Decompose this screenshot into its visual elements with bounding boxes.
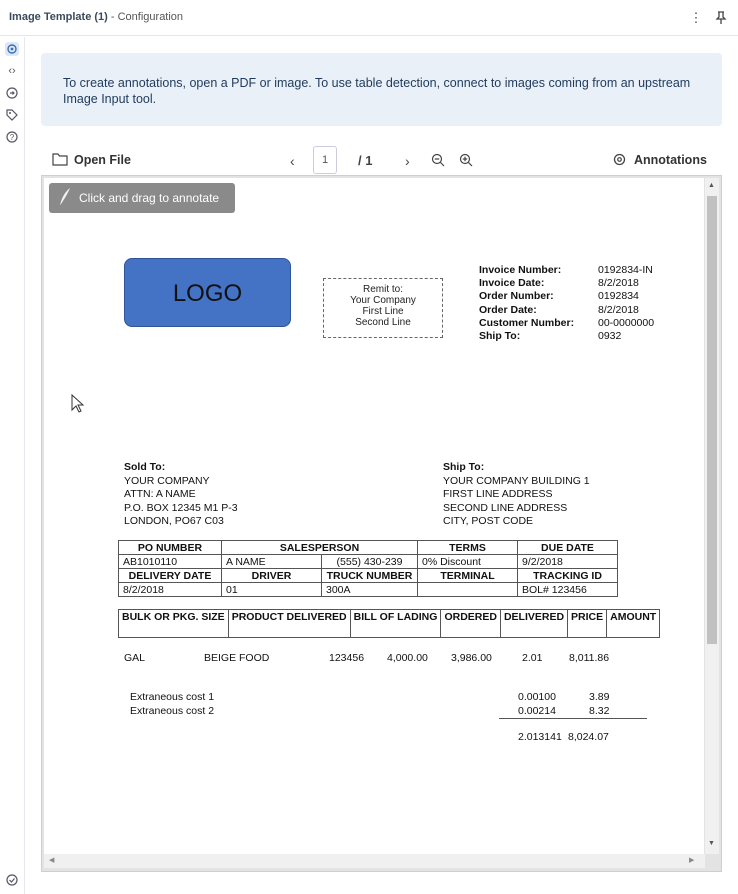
vertical-scrollbar[interactable] xyxy=(705,178,719,854)
table-header: PRODUCT DELIVERED xyxy=(228,610,350,638)
table-header: DELIVERED xyxy=(500,610,567,638)
cursor-icon xyxy=(71,394,85,414)
open-file-button[interactable]: Open File xyxy=(74,153,131,167)
window-subtitle: - Configuration xyxy=(110,11,184,23)
zoom-out-icon[interactable] xyxy=(431,153,445,167)
invoice-page[interactable] xyxy=(44,178,704,854)
document-viewer[interactable] xyxy=(41,175,722,872)
table-header: DRIVER xyxy=(222,569,322,583)
kebab-icon[interactable]: ⋮ xyxy=(689,10,703,25)
viewer-toolbar xyxy=(41,146,722,174)
sold-to-block xyxy=(124,461,238,529)
table-row xyxy=(119,555,618,569)
total-divider xyxy=(499,718,647,719)
left-sidebar xyxy=(0,37,25,894)
table-header: TERMINAL xyxy=(418,569,518,583)
title-bar xyxy=(0,0,738,36)
remit-line: First Line xyxy=(362,306,404,317)
scroll-up-icon[interactable]: ▲ xyxy=(708,182,715,189)
table-cell: BOL# 123456 xyxy=(518,583,618,597)
product-amount: 8,011.86 xyxy=(569,652,610,664)
product-lading: 123456 xyxy=(329,652,365,664)
field-label: Order Date: xyxy=(479,303,537,316)
product-size: GAL xyxy=(124,652,146,664)
address-line: YOUR COMPANY BUILDING 1 xyxy=(443,474,590,487)
annotate-hint xyxy=(49,183,235,213)
page-number-input[interactable]: 1 xyxy=(313,146,337,174)
invoice-values xyxy=(598,264,654,343)
invoice-fields xyxy=(479,264,574,343)
extra-cost-amount: 3.89 xyxy=(589,691,610,703)
table-cell: 01 xyxy=(222,583,322,597)
field-value: 0192834 xyxy=(598,290,639,303)
table-row xyxy=(119,569,618,583)
table-header: TERMS xyxy=(418,541,518,555)
table-header: DUE DATE xyxy=(518,541,618,555)
logo-block: LOGO xyxy=(124,258,291,327)
remit-line: Second Line xyxy=(355,317,411,328)
table-header: TRACKING ID xyxy=(518,569,618,583)
remit-box xyxy=(323,278,443,338)
field-label: Invoice Date: xyxy=(479,277,545,290)
extra-cost-rate: 0.00100 xyxy=(518,691,556,703)
order-table xyxy=(118,540,618,597)
svg-text:?: ? xyxy=(9,133,15,142)
extra-cost-label: Extraneous cost 1 xyxy=(130,691,215,703)
sold-to-label: Sold To: xyxy=(124,461,166,473)
table-cell: 9/2/2018 xyxy=(518,555,618,569)
table-header: SALESPERSON xyxy=(222,541,418,555)
table-header: BULK OR PKG. SIZE xyxy=(119,610,229,638)
address-line: ATTN: A NAME xyxy=(124,488,196,500)
zoom-in-icon[interactable] xyxy=(459,153,473,167)
window-title-text: Image Template (1) xyxy=(9,11,108,23)
scroll-right-icon[interactable]: ▶ xyxy=(689,857,695,864)
next-page-icon[interactable]: › xyxy=(405,153,410,169)
table-row xyxy=(119,610,660,638)
tag-icon[interactable] xyxy=(5,108,19,122)
table-header: PRICE xyxy=(568,610,607,638)
pin-icon[interactable] xyxy=(714,11,728,25)
product-name: BEIGE FOOD xyxy=(204,652,270,664)
prev-page-icon[interactable]: ‹ xyxy=(290,153,295,169)
page-total: / 1 xyxy=(358,153,373,168)
extra-cost-label: Extraneous cost 2 xyxy=(130,705,215,717)
table-header: DELIVERY DATE xyxy=(119,569,222,583)
field-label: Ship To: xyxy=(479,330,521,343)
help-icon[interactable] xyxy=(5,130,19,144)
table-cell: 8/2/2018 xyxy=(119,583,222,597)
field-value: 0192834-IN xyxy=(598,264,653,276)
table-cell: (555) 430-239 xyxy=(322,555,418,569)
info-message: To create annotations, open a PDF or image. To use table detection, connect to images coming from an upstream Image Input tool. xyxy=(63,76,691,106)
product-ordered: 4,000.00 xyxy=(387,652,428,664)
annotations-gear-icon[interactable] xyxy=(612,152,627,167)
field-value: 0932 xyxy=(598,330,622,343)
product-delivered: 3,986.00 xyxy=(451,652,492,664)
address-line: SECOND LINE ADDRESS xyxy=(443,501,568,514)
scroll-left-icon[interactable]: ◀ xyxy=(49,857,55,864)
field-value: 8/2/2018 xyxy=(598,303,639,316)
address-line: CITY, POST CODE xyxy=(443,515,534,527)
remit-line: Remit to: xyxy=(362,284,403,295)
table-row xyxy=(119,583,618,597)
address-line: FIRST LINE ADDRESS xyxy=(443,488,553,500)
remit-line: Your Company xyxy=(350,295,416,306)
table-cell xyxy=(418,583,518,597)
info-banner xyxy=(41,53,722,126)
table-cell: 300A xyxy=(322,583,418,597)
gear-icon[interactable] xyxy=(5,42,19,56)
folder-icon[interactable] xyxy=(52,152,68,166)
address-line: YOUR COMPANY xyxy=(124,474,210,487)
table-cell: AB1010110 xyxy=(119,555,222,569)
table-header: AMOUNT xyxy=(607,610,660,638)
horizontal-scrollbar[interactable] xyxy=(44,854,705,868)
scroll-down-icon[interactable]: ▼ xyxy=(708,840,715,847)
field-value: 00-0000000 xyxy=(598,316,655,329)
table-header: BILL OF LADING xyxy=(350,610,441,638)
product-table-header xyxy=(118,609,660,638)
annotations-button[interactable]: Annotations xyxy=(634,153,707,167)
check-circle-icon xyxy=(5,873,19,887)
code-icon[interactable]: ‹› xyxy=(8,65,16,77)
annotate-hint-text: Click and drag to annotate xyxy=(79,191,220,205)
scroll-thumb[interactable] xyxy=(707,196,717,644)
table-header: ORDERED xyxy=(441,610,501,638)
feather-icon xyxy=(57,183,73,222)
field-label: Invoice Number: xyxy=(479,264,562,276)
address-line: LONDON, PO67 C03 xyxy=(124,515,224,527)
window-title xyxy=(9,11,183,23)
connection-icon[interactable] xyxy=(5,86,19,100)
extra-cost-amount: 8.32 xyxy=(589,705,610,717)
field-label: Customer Number: xyxy=(479,316,575,329)
table-header: PO NUMBER xyxy=(119,541,222,555)
field-label: Order Number: xyxy=(479,290,554,303)
table-cell: A NAME xyxy=(222,555,322,569)
address-line: P.O. BOX 12345 M1 P-3 xyxy=(124,501,238,514)
total-amount: 8,024.07 xyxy=(568,731,609,743)
total-rate: 2.013141 xyxy=(518,731,562,743)
ship-to-block xyxy=(443,461,590,529)
field-value: 8/2/2018 xyxy=(598,277,639,290)
ship-to-label: Ship To: xyxy=(443,461,485,473)
table-cell: 0% Discount xyxy=(418,555,518,569)
table-header: TRUCK NUMBER xyxy=(322,569,418,583)
extra-cost-rate: 0.00214 xyxy=(518,705,556,717)
table-row xyxy=(119,541,618,555)
product-price: 2.01 xyxy=(522,652,543,664)
